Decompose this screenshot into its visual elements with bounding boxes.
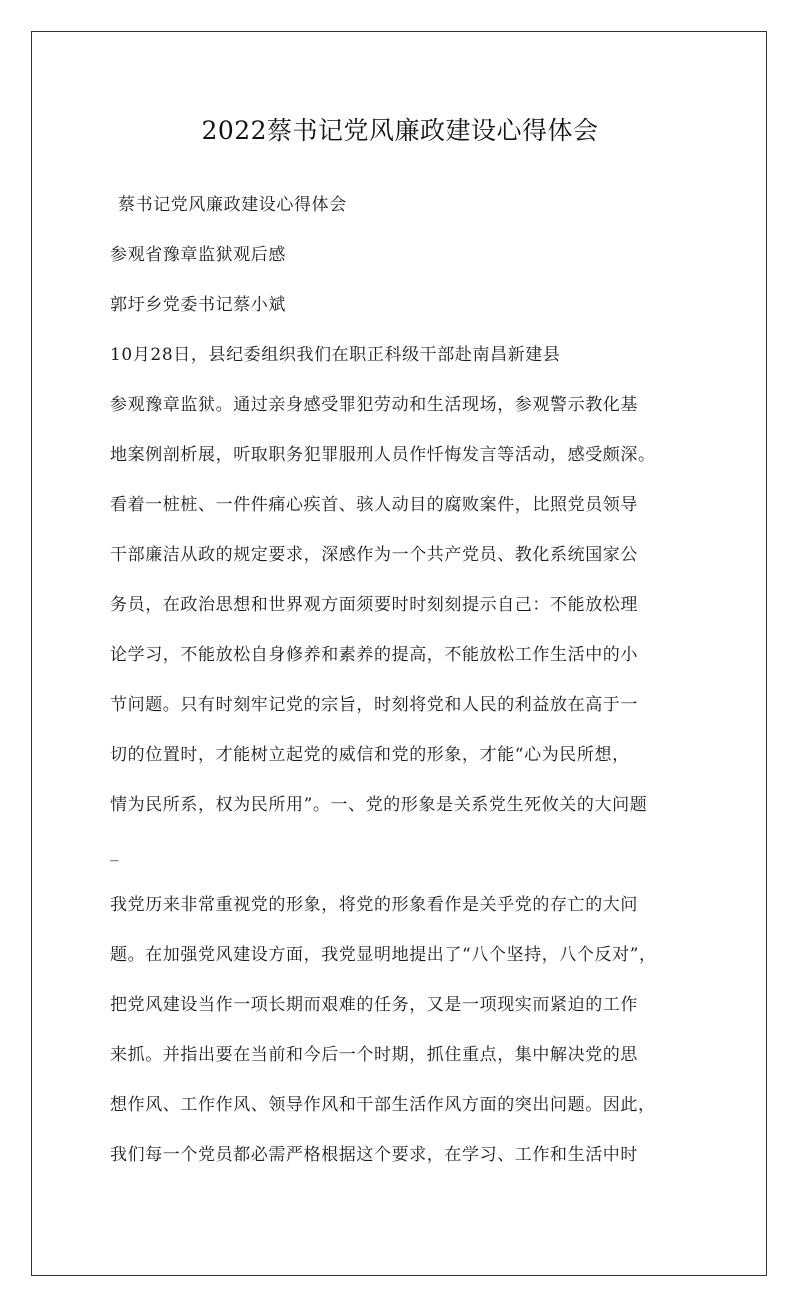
text-line: 10月28日，县纪委组织我们在职正科级干部赴南昌新建县 bbox=[110, 345, 561, 365]
text-line: 我们每一个党员都必需严格根据这个要求，在学习、工作和生活中时 bbox=[110, 1145, 638, 1165]
text-line: 把党风建设当作一项长期而艰难的任务，又是一项现实而紧迫的工作 bbox=[110, 995, 638, 1015]
text-line: 想作风、工作作风、领导作风和干部生活作风方面的突出问题。因此， bbox=[110, 1095, 656, 1115]
text-line: 来抓。并指出要在当前和今后一个时期，抓住重点，集中解决党的思 bbox=[110, 1045, 638, 1065]
text-line: 情为民所系，权为民所用”。一、党的形象是关系党生死攸关的大问题 bbox=[110, 795, 648, 815]
text-line: 论学习，不能放松自身修养和素养的提高，不能放松工作生活中的小 bbox=[110, 645, 638, 665]
text-line: 务员，在政治思想和世界观方面须要时时刻刻提示自己：不能放松理 bbox=[110, 595, 638, 615]
text-line: 看着一桩桩、一件件痛心疾首、骇人动目的腐败案件，比照党员领导 bbox=[110, 495, 638, 515]
text-line: 参观豫章监狱。通过亲身感受罪犯劳动和生活现场，参观警示教化基 bbox=[110, 395, 638, 415]
text-line: 蔡书记党风廉政建设心得体会 bbox=[118, 195, 347, 215]
text-line: 切的位置时，才能树立起党的威信和党的形象，才能“心为民所想， bbox=[110, 745, 630, 765]
text-line: 郭圩乡党委书记蔡小斌 bbox=[110, 295, 286, 315]
text-line: 题。在加强党风建设方面，我党显明地提出了“八个坚持，八个反对”， bbox=[110, 945, 657, 965]
text-line: _ bbox=[110, 842, 120, 862]
text-line: 节问题。只有时刻牢记党的宗旨，时刻将党和人民的利益放在高于一 bbox=[110, 695, 638, 715]
document-title: 2022蔡书记党风廉政建设心得体会 bbox=[201, 116, 599, 145]
text-line: 干部廉洁从政的规定要求，深感作为一个共产党员、教化系统国家公 bbox=[110, 545, 638, 565]
text-line: 我党历来非常重视党的形象，将党的形象看作是关乎党的存亡的大问 bbox=[110, 895, 638, 915]
text-line: 地案例剖析展，听取职务犯罪服刑人员作忏悔发言等活动，感受颇深。 bbox=[110, 445, 656, 465]
text-line: 参观省豫章监狱观后感 bbox=[110, 245, 286, 265]
